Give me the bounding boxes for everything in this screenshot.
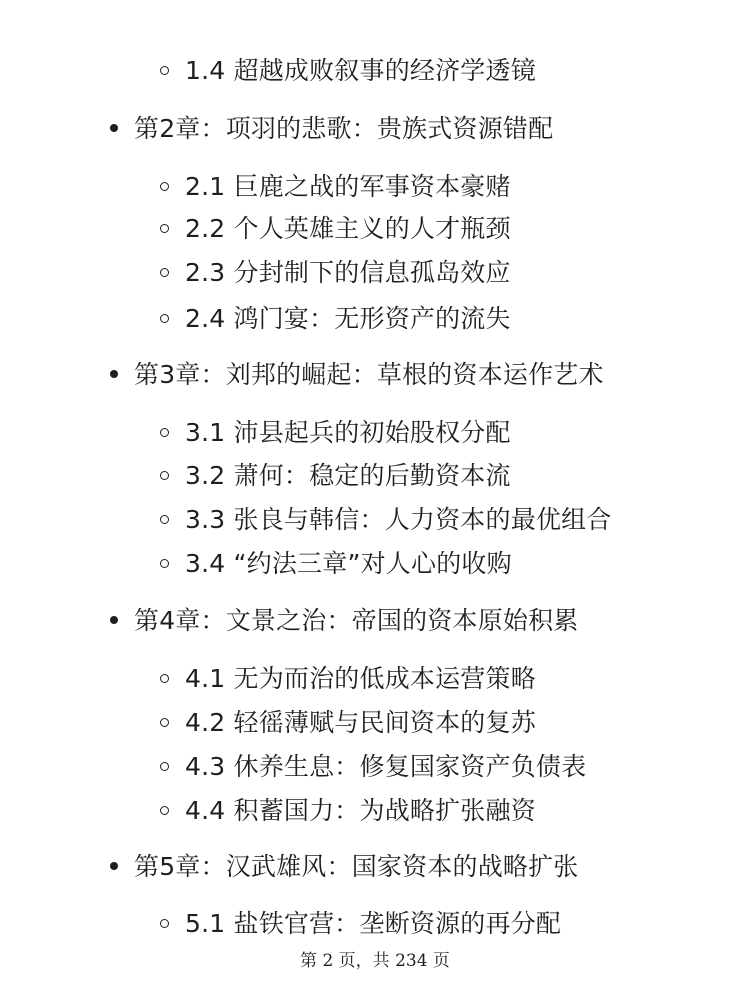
filled-bullet-icon [110, 370, 118, 378]
hollow-bullet-icon [160, 919, 169, 928]
toc-chapter-text: 第3章：刘邦的崛起：草根的资本运作艺术 [134, 360, 604, 389]
toc-section-text: 3.3 张良与韩信：人力资本的最优组合 [185, 505, 612, 534]
hollow-bullet-icon [160, 182, 169, 191]
toc-section [160, 750, 586, 784]
hollow-bullet-icon [160, 559, 169, 568]
toc-section [160, 547, 512, 581]
toc-section [160, 170, 511, 204]
toc-section-text: 4.4 积蓄国力：为战略扩张融资 [185, 796, 536, 825]
hollow-bullet-icon [160, 66, 169, 75]
hollow-bullet-icon [160, 674, 169, 683]
toc-section-text: 1.4 超越成败叙事的经济学透镜 [185, 56, 536, 85]
toc-section-text: 2.3 分封制下的信息孤岛效应 [185, 258, 511, 287]
toc-section [160, 907, 561, 941]
toc-chapter [110, 850, 579, 884]
hollow-bullet-icon [160, 314, 169, 323]
toc-section [160, 503, 612, 537]
filled-bullet-icon [110, 616, 118, 624]
hollow-bullet-icon [160, 428, 169, 437]
toc-section [160, 302, 511, 336]
toc-section [160, 212, 511, 246]
toc-chapter [110, 358, 604, 392]
hollow-bullet-icon [160, 515, 169, 524]
toc-section-text: 3.2 萧何：稳定的后勤资本流 [185, 461, 511, 490]
toc-section [160, 256, 511, 290]
hollow-bullet-icon [160, 718, 169, 727]
toc-section-text: 3.1 沛县起兵的初始股权分配 [185, 418, 511, 447]
toc-section [160, 416, 511, 450]
hollow-bullet-icon [160, 762, 169, 771]
hollow-bullet-icon [160, 268, 169, 277]
toc-section-text: 5.1 盐铁官营：垄断资源的再分配 [185, 909, 562, 938]
toc-section [160, 54, 536, 88]
filled-bullet-icon [110, 124, 118, 132]
toc-section-text: 2.2 个人英雄主义的人才瓶颈 [185, 214, 511, 243]
hollow-bullet-icon [160, 806, 169, 815]
toc-section-text: 4.3 休养生息：修复国家资产负债表 [185, 752, 587, 781]
toc-chapter-text: 第2章：项羽的悲歌：贵族式资源错配 [134, 114, 554, 143]
toc-section [160, 794, 536, 828]
toc-section-text: 3.4 “约法三章”对人心的收购 [185, 549, 512, 578]
filled-bullet-icon [110, 862, 118, 870]
toc-chapter-text: 第5章：汉武雄风：国家资本的战略扩张 [134, 852, 579, 881]
toc-section [160, 706, 536, 740]
toc-section-text: 4.2 轻徭薄赋与民间资本的复苏 [185, 708, 536, 737]
toc-section [160, 662, 536, 696]
toc-chapter [110, 604, 579, 638]
toc-chapter [110, 112, 553, 146]
toc-section-text: 2.4 鸿门宴：无形资产的流失 [185, 304, 511, 333]
toc-section [160, 459, 511, 493]
page-footer: 第 2 页，共 234 页 [300, 951, 450, 971]
toc-chapter-text: 第4章：文景之治：帝国的资本原始积累 [134, 606, 579, 635]
toc-section-text: 4.1 无为而治的低成本运营策略 [185, 664, 536, 693]
toc-section-text: 2.1 巨鹿之战的军事资本豪赌 [185, 172, 511, 201]
hollow-bullet-icon [160, 471, 169, 480]
hollow-bullet-icon [160, 224, 169, 233]
